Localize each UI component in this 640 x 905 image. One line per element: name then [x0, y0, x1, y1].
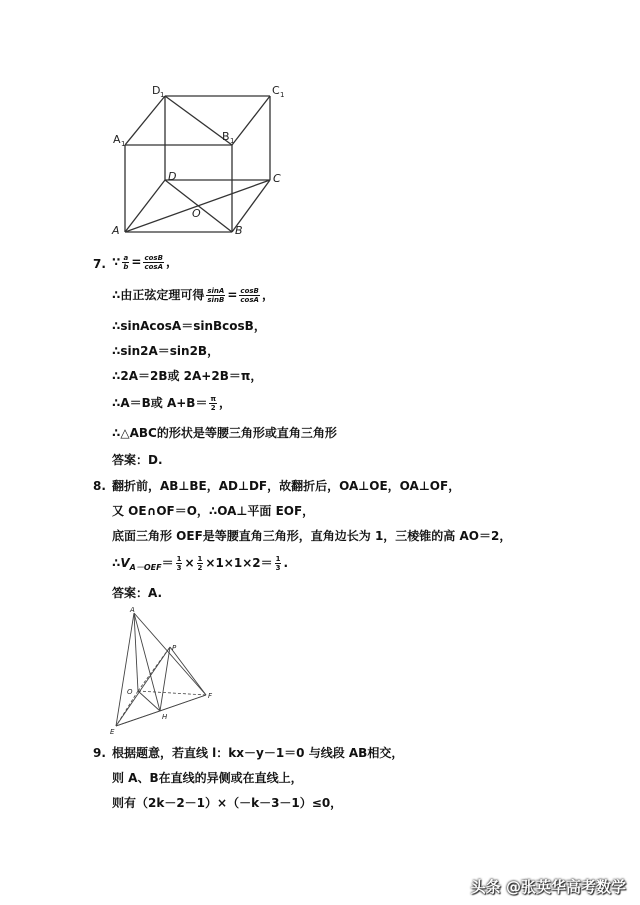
q8-line2: 又 OE∩OF＝O，∴OA⊥平面 EOF， [112, 504, 315, 518]
q7-line1 [112, 254, 178, 271]
q7-l1-eq: = [131, 255, 142, 269]
q7-l2-pre: ∴由正弦定理可得 [112, 288, 205, 302]
q8-answer: 答案：A. [112, 586, 163, 600]
q7-line6 [112, 395, 231, 412]
q8-l4-pre: ∴V [112, 556, 130, 570]
label-C1: C [272, 84, 280, 97]
q7-line2 [112, 287, 274, 304]
label-A1-sub: 1 [121, 140, 126, 148]
q7-l1-f1d: b [123, 263, 129, 271]
q7-l2-f2n: cosB [240, 287, 259, 295]
q8-line3: 底面三角形 OEF是等腰直角三角形，直角边长为 1，三棱锥的高 AO＝2， [112, 529, 512, 543]
label-O: O [192, 207, 201, 220]
q9-line2: 则 A、B在直线的异侧或在直线上， [112, 771, 303, 785]
q7-l2-f1n: sinA [207, 287, 225, 295]
q8-l4-frac3 [275, 555, 282, 572]
label-B1-sub: 1 [230, 137, 235, 145]
q7-l1-f2d: cosA [144, 263, 163, 271]
fig2-label-P: P [172, 644, 177, 652]
label-D1: D [152, 84, 161, 97]
q8-line1: 翻折前，AB⊥BE，AD⊥DF，故翻折后，OA⊥OE，OA⊥OF， [112, 479, 461, 493]
q8-l4-mid: ×1×1×2＝ [205, 556, 273, 570]
q8-l4-frac1 [176, 555, 183, 572]
q7-l1-frac1 [122, 254, 129, 271]
watermark: 头条 @张英华高考数学 [470, 878, 626, 896]
q7-l1-f1n: a [123, 254, 129, 262]
q7-l6-fn: π [210, 395, 216, 403]
fig2-label-F: F [208, 692, 213, 700]
q7-line3: ∴sinAcosA＝sinBcosB， [112, 319, 266, 333]
q7-number: 7. [93, 257, 106, 271]
cube-figure [100, 80, 300, 240]
label-B1: B [222, 130, 230, 143]
fig2-label-O: O [127, 688, 133, 696]
q8-l4-f1d: 3 [176, 564, 182, 572]
fig2-label-E: E [110, 728, 115, 735]
label-C1-sub: 1 [280, 91, 285, 99]
label-A: A [112, 224, 120, 237]
q7-l2-frac1 [206, 287, 225, 304]
q8-l4-sub: A－OEF [129, 563, 162, 572]
label-C: C [273, 172, 281, 185]
q8-l4-x1: × [184, 556, 195, 570]
q7-l2-f2d: cosA [240, 296, 259, 304]
q8-l4-post: . [283, 556, 289, 570]
q7-l1-frac2 [143, 254, 164, 271]
q7-l2-f1d: sinB [207, 296, 225, 304]
q7-l2-eq: = [227, 288, 238, 302]
q9-line1: 根据题意，若直线 l：kx－y－1＝0 与线段 AB相交， [112, 746, 404, 760]
q7-line7: ∴△ABC的形状是等腰三角形或直角三角形 [112, 426, 337, 440]
label-D1-sub: 1 [160, 91, 165, 99]
q7-l6-fd: 2 [210, 404, 216, 412]
q8-l4-f1n: 1 [176, 555, 182, 563]
q7-l2-post: ， [261, 288, 274, 302]
q8-l4-frac2 [197, 555, 204, 572]
q7-l1-post: ， [165, 255, 178, 269]
fig2-label-H: H [162, 713, 168, 721]
label-B: B [235, 224, 243, 237]
q7-l1-pre: ∵ [112, 255, 121, 269]
q8-l4-f2d: 2 [197, 564, 203, 572]
q7-l6-frac [209, 395, 217, 412]
q8-l4-f3d: 3 [275, 564, 281, 572]
tetrahedron-figure [108, 605, 218, 735]
q9-line3: 则有（2k－2－1）×（－k－3－1）≤0， [112, 796, 343, 810]
label-A1: A [113, 133, 121, 146]
q8-line4 [112, 555, 288, 576]
label-D: D [168, 170, 177, 183]
q7-line5: ∴2A＝2B或 2A+2B＝π， [112, 369, 263, 383]
q9-number: 9. [93, 746, 106, 760]
q8-l4-f3n: 1 [275, 555, 281, 563]
q7-answer: 答案：D. [112, 453, 163, 467]
q8-number: 8. [93, 479, 106, 493]
fig2-label-A: A [130, 606, 135, 614]
q7-line4: ∴sin2A＝sin2B， [112, 344, 220, 358]
q7-l6-post: ， [219, 396, 232, 410]
q7-l6-pre: ∴A＝B或 A+B＝ [112, 396, 208, 410]
q8-l4-eq: ＝ [161, 556, 174, 570]
q7-l1-f2n: cosB [144, 254, 163, 262]
q7-l2-frac2 [239, 287, 260, 304]
q8-l4-f2n: 1 [197, 555, 203, 563]
